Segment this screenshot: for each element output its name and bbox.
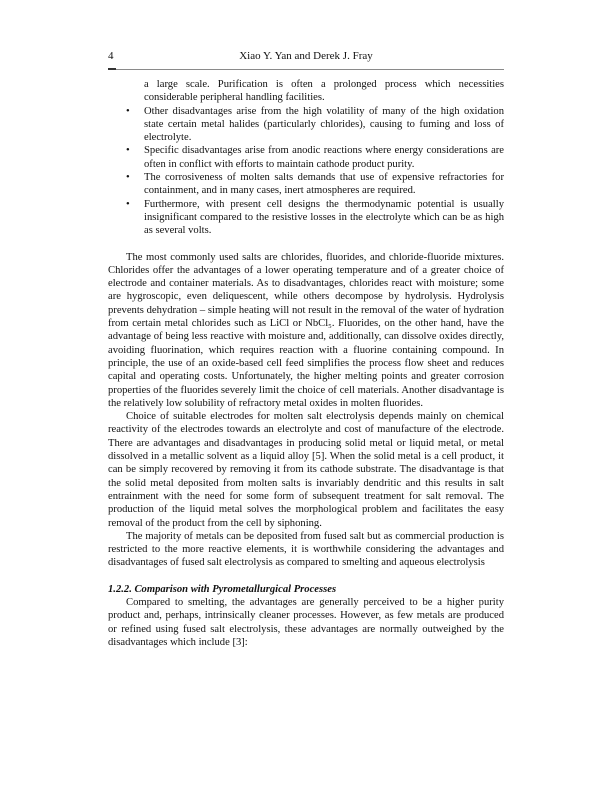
header-rule [108, 69, 504, 70]
paragraph-majority: The majority of metals can be deposited from fused salt but as commercial production is restricted to the more reactive elements, it is worthwhile considering the advantages and disadvantages of fused salt electrolysis as compared to smelting and aqueous electrolysis [108, 530, 504, 569]
paragraph-salts: The most commonly used salts are chlorides, fluorides, and chloride-fluoride mixtures. Chlorides offer the advantages of a lower operating temperature and of a greater choice of electrode and container materials. As to disadvantages, chlorides react with moisture; some are hygroscopic, even deliquescent, while others decompose by hydrolysis. Hydrolysis prevents dehydration – simple heating will not result in the removal of the water of hydration from certain metal chlorides such as LiCl or NbCl₅. Fluorides, on the other hand, have the advantage of being less reactive with moisture and, additionally, can dissolve oxides directly, avoiding fluorination, which requires reaction with a fluorine containing compound. In principle, the use of an oxide-based cell feed simplifies the process flow sheet and reduces capital and operating costs. Unfortunately, the higher melting points and greater corrosion properties of the fluorides severely limit the choice of cell materials. Another disadvantage is the relatively low solubility of refractory metal oxides in molten fluorides. [108, 251, 504, 409]
list-item: • Other disadvantages arise from the high volatility of many of the high oxidation state certain metal halides (particularly chlorides), causing to fuming and loss of electrolyte. [126, 105, 504, 144]
section-heading: 1.2.2. Comparison with Pyrometallurgical Processes [108, 583, 337, 595]
list-item: • Specific disadvantages arise from anodic reactions where energy considerations are often in conflict with efforts to maintain cathode product purity. [126, 145, 504, 170]
bullet-marker: • [126, 172, 130, 184]
page-number: 4 [108, 50, 114, 62]
paragraph-electrodes: Choice of suitable electrodes for molten salt electrolysis depends mainly on chemical reactivity of the electrodes towards an electrolyte and cost of manufacture of the electrode. There are advantages and disadvantages in producing solid metal or liquid metal, or metal dissolved in a metallic solvent as a liquid alloy [5]. When the solid metal is a cell product, it can be simply recovered by removing it from its cathode substrate. The disadvantage is that the solid metal deposited from molten salts is invariably dendritic and this results in salt entrainment with the need for some form of subsequent treatment for salt removal. The production of the liquid metal solves the morphological problem and facilitates the easy removal of the product from the cell by siphoning. [108, 411, 504, 529]
page-header [108, 50, 504, 68]
disadvantages-list [108, 78, 504, 238]
list-item: • The corrosiveness of molten salts demands that use of expensive refractories for containment, and in many cases, inert atmospheres are required. [126, 172, 504, 197]
list-item: a large scale. Purification is often a prolonged process which necessities considerable peripheral handling facilities. [144, 79, 504, 104]
paragraph-smelting: Compared to smelting, the advantages are generally perceived to be a higher purity product and, perhaps, intrinsically cleaner processes. However, as few metals are produced or refined using fused salt electrolysis, these advantages are normally outweighed by the disadvantages which include [3]: [108, 596, 504, 648]
body-text [108, 78, 504, 649]
bullet-marker: • [126, 105, 130, 117]
bullet-marker: • [126, 198, 130, 210]
bullet-marker: • [126, 145, 130, 157]
header-rule-tick [108, 68, 116, 70]
running-title: Xiao Y. Yan and Derek J. Fray [239, 50, 373, 62]
list-item: • Furthermore, with present cell designs the thermodynamic potential is usually insignificant compared to the resistive losses in the electrolyte which can be as high as several volts. [126, 198, 504, 237]
